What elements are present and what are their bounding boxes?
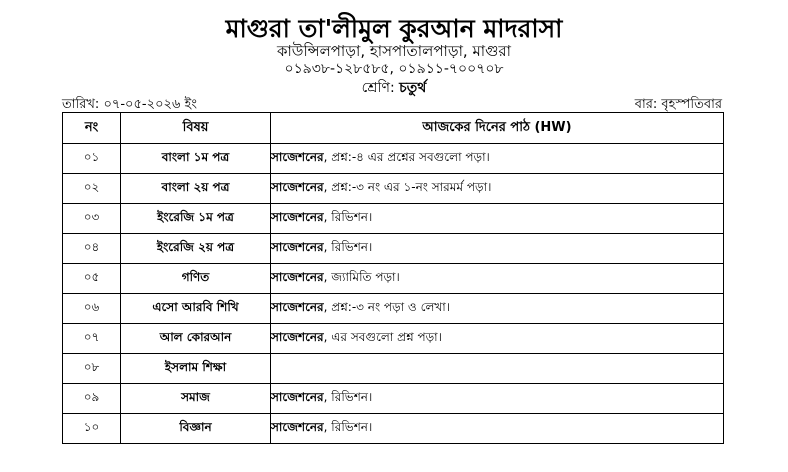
table-row: [63, 324, 724, 354]
row-subject: বিজ্ঞান: [121, 414, 271, 444]
table-row: [63, 174, 724, 204]
row-homework: [271, 354, 724, 384]
row-subject: বাংলা ২য় পত্র: [121, 174, 271, 204]
class-value: চতুর্থ: [399, 80, 427, 96]
row-homework: [271, 414, 724, 444]
row-homework: [271, 174, 724, 204]
row-homework: [271, 324, 724, 354]
homework-task: , রিভিশন।: [323, 209, 373, 224]
row-serial: ০৯: [63, 384, 121, 414]
school-name: মাগুরা তা'লীমুল কুরআন মাদরাসা: [225, 14, 563, 43]
homework-task: , প্রশ্ন:-৩ নং এর ১-নং সারমর্ম পড়া।: [323, 179, 492, 194]
class-line: [0, 79, 788, 97]
homework-source: সাজেশনের: [271, 299, 324, 314]
table-row: [63, 384, 724, 414]
row-serial: ০৬: [63, 294, 121, 324]
table-row: [63, 234, 724, 264]
homework-task: , জ্যামিতি পড়া।: [323, 269, 400, 284]
row-homework: [271, 234, 724, 264]
row-subject: আল কোরআন: [121, 324, 271, 354]
row-homework: [271, 294, 724, 324]
homework-source: সাজেশনের: [271, 329, 324, 344]
homework-source: সাজেশনের: [271, 239, 324, 254]
row-serial: ০৩: [63, 204, 121, 234]
row-serial: ০৭: [63, 324, 121, 354]
homework-task: , এর সবগুলো প্রশ্ন পড়া।: [323, 329, 442, 344]
class-label: শ্রেণি:: [361, 80, 395, 96]
row-serial: ০১: [63, 144, 121, 174]
homework-task: , রিভিশন।: [323, 239, 373, 254]
row-subject: সমাজ: [121, 384, 271, 414]
row-subject: এসো আরবি শিখি: [121, 294, 271, 324]
homework-source: সাজেশনের: [271, 149, 324, 164]
row-homework: [271, 264, 724, 294]
table-row: [63, 204, 724, 234]
row-serial: ০৪: [63, 234, 121, 264]
row-serial: ১০: [63, 414, 121, 444]
homework-task: , প্রশ্ন:-৪ এর প্রশ্নের সবগুলো পড়া।: [323, 149, 490, 164]
homework-source: সাজেশনের: [271, 389, 324, 404]
phone-numbers: ০১৯৩৮-১২৮৫৮৫, ০১৯১১-৭০০৭০৮: [284, 61, 504, 77]
row-subject: ইংরেজি ১ম পত্র: [121, 204, 271, 234]
row-serial: ০৮: [63, 354, 121, 384]
row-homework: [271, 384, 724, 414]
table-row: [63, 294, 724, 324]
row-subject: ইসলাম শিক্ষা: [121, 354, 271, 384]
row-subject: গণিত: [121, 264, 271, 294]
table-row: [63, 414, 724, 444]
row-serial: ০৫: [63, 264, 121, 294]
table-row: [63, 264, 724, 294]
row-serial: ০২: [63, 174, 121, 204]
row-subject: ইংরেজি ২য় পত্র: [121, 234, 271, 264]
header-homework: আজকের দিনের পাঠ (HW): [271, 113, 724, 144]
school-address: কাউন্সিলপাড়া, হাসপাতালপাড়া, মাগুরা: [276, 42, 512, 60]
homework-table: [62, 112, 724, 444]
row-homework: [271, 144, 724, 174]
homework-task: , রিভিশন।: [323, 389, 373, 404]
day-text: বার: বৃহস্পতিবার: [634, 97, 722, 112]
homework-source: সাজেশনের: [271, 419, 324, 434]
homework-task: , প্রশ্ন:-৩ নং পড়া ও লেখা।: [323, 299, 451, 314]
homework-task: , রিভিশন।: [323, 419, 373, 434]
header-serial: নং: [63, 113, 121, 144]
row-subject: বাংলা ১ম পত্র: [121, 144, 271, 174]
table-header-row: [63, 113, 724, 144]
date-text: তারিখ: ০৭-০৫-২০২৬ ইং: [62, 97, 197, 112]
homework-source: সাজেশনের: [271, 269, 324, 284]
table-row: [63, 354, 724, 384]
table-row: [63, 144, 724, 174]
row-homework: [271, 204, 724, 234]
homework-source: সাজেশনের: [271, 209, 324, 224]
header-subject: বিষয়: [121, 113, 271, 144]
homework-source: সাজেশনের: [271, 179, 324, 194]
